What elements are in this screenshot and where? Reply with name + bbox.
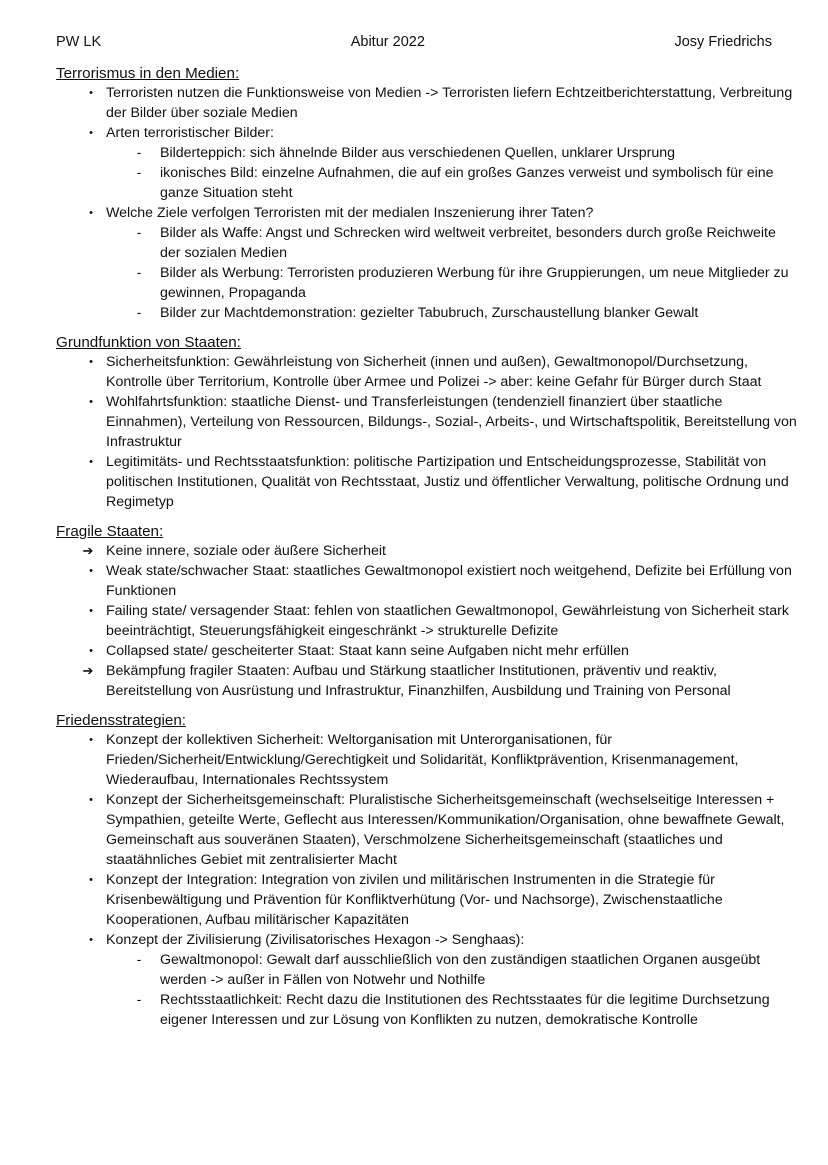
list-item-text: Konzept der Zivilisierung (Zivilisatorisches Hexagon -> Senghaas): — [106, 932, 525, 948]
section-title: Grundfunktion von Staaten: — [56, 334, 241, 351]
bullet-list — [56, 541, 798, 701]
sub-list-item-text: Gewaltmonopol: Gewalt darf ausschließlich von den zuständigen staatlichen Organen ausgeübt werden -> außer in Fällen von Notwehr und Nothilfe — [160, 952, 761, 988]
section-title: Fragile Staaten: — [56, 523, 164, 540]
list-item-text: Collapsed state/ gescheiterter Staat: Staat kann seine Aufgaben nicht mehr erfüllen — [106, 643, 629, 659]
section-title: Terrorismus in den Medien: — [56, 65, 240, 82]
sub-list-item-text: Bilderteppich: sich ähnelnde Bilder aus verschiedenen Quellen, unklarer Ursprung — [160, 145, 675, 161]
bullet-dot-icon: • — [89, 794, 93, 806]
list-item — [89, 870, 798, 930]
bullet-list — [56, 352, 798, 512]
bullet-dot-icon: • — [89, 734, 93, 746]
list-item — [89, 561, 798, 601]
list-item-text: Keine innere, soziale oder äußere Sicherheit — [106, 543, 386, 559]
section-title: Friedensstrategien: — [56, 712, 187, 729]
list-item — [82, 541, 798, 561]
sub-list-item-text: ikonisches Bild: einzelne Aufnahmen, die auf ein großes Ganzes verweist und symbolisch für eine ganze Situation steht — [160, 165, 774, 201]
list-item-text: Sicherheitsfunktion: Gewährleistung von Sicherheit (innen und außen), Gewaltmonopol/Durchsetzung, Kontrolle über Territorium, Kontrolle über Armee und Polizei -> aber: keine Gefahr für Bürger durch Staat — [106, 354, 762, 390]
section — [56, 64, 798, 323]
list-item — [89, 601, 798, 641]
bullet-dot-icon: • — [89, 207, 93, 219]
list-item — [89, 641, 798, 661]
dash-icon: - — [136, 145, 142, 161]
document-body — [56, 64, 798, 1040]
bullet-dot-icon: • — [89, 874, 93, 886]
bullet-dot-icon: • — [89, 565, 93, 577]
section — [56, 522, 798, 701]
list-item — [89, 452, 798, 512]
dash-icon: - — [136, 165, 142, 181]
dash-icon: - — [136, 305, 142, 321]
section — [56, 711, 798, 1030]
bullet-dot-icon: • — [89, 934, 93, 946]
sub-list-item — [136, 950, 798, 990]
dash-icon: - — [136, 265, 142, 281]
dash-icon: - — [136, 225, 142, 241]
list-item-text: Konzept der Integration: Integration von zivilen und militärischen Instrumenten in die Strategie für Krisenbewältigung und Prävention für Konfliktverhütung (Vor- und Nachsorge), Zwischenstaatliche Kooperationen, Aufbau militärischer Kapazitäten — [106, 872, 723, 928]
list-item-text: Weak state/schwacher Staat: staatliches Gewaltmonopol existiert noch weitgehend, Defizite bei Erfüllung von Funktionen — [106, 563, 792, 599]
list-item — [89, 392, 798, 452]
bullet-dot-icon: • — [89, 456, 93, 468]
section — [56, 333, 798, 512]
bullet-list — [56, 730, 798, 1030]
list-item-text: Failing state/ versagender Staat: fehlen von staatlichen Gewaltmonopol, Gewährleistung von Sicherheit stark beeinträchtigt, Steuerungsfähigkeit eingeschränkt -> strukturelle Defizite — [106, 603, 789, 639]
dash-icon: - — [136, 952, 142, 968]
list-item-text: Welche Ziele verfolgen Terroristen mit der medialen Inszenierung ihrer Taten? — [106, 205, 594, 221]
arrow-right-icon: ➔ — [82, 663, 94, 678]
list-item-text: Legitimitäts- und Rechtsstaatsfunktion: politische Partizipation und Entscheidungsprozesse, Stabilität von politischen Institutionen, Qualität von Rechtsstaat, Justiz und öffentlicher Verwaltung, politische Ordnung und Regimetyp — [106, 454, 789, 510]
list-item — [89, 730, 798, 790]
list-item-text: Wohlfahrtsfunktion: staatliche Dienst- und Transferleistungen (tendenziell finanziert über staatliche Einnahmen), Verteilung von Ressourcen, Bildungs-, Sozial-, Arbeits-, und Wirtschaftspolitik, Bereitstellung von Infrastruktur — [106, 394, 797, 450]
header-exam: Abitur 2022 — [350, 34, 425, 50]
sub-list-item — [136, 163, 798, 203]
sub-list-item — [136, 303, 798, 323]
sub-list-item-text: Bilder zur Machtdemonstration: gezielter Tabubruch, Zurschaustellung blanker Gewalt — [160, 305, 699, 321]
arrow-right-icon: ➔ — [82, 543, 94, 558]
header-course: PW LK — [56, 34, 102, 50]
sub-list-item — [136, 263, 798, 303]
sub-list-item-text: Rechtsstaatlichkeit: Recht dazu die Institutionen des Rechtsstaates für die legitime Durchsetzung eigener Interessen und zur Lösung von Konflikten zu nutzen, demokratische Kontrolle — [160, 992, 770, 1028]
list-item-text: Arten terroristischer Bilder: — [106, 125, 274, 141]
bullet-list — [56, 83, 798, 323]
list-item — [89, 930, 798, 1030]
bullet-dot-icon: • — [89, 127, 93, 139]
sub-list — [106, 950, 798, 1030]
sub-list-item-text: Bilder als Werbung: Terroristen produzieren Werbung für ihre Gruppierungen, um neue Mitglieder zu gewinnen, Propaganda — [160, 265, 789, 301]
list-item-text: Konzept der kollektiven Sicherheit: Weltorganisation mit Unterorganisationen, für Frieden/Sicherheit/Entwicklung/Gerechtigkeit und Solidarität, Konfliktprävention, Krisenmanagement, Wiederaufbau, Internationales Rechtssystem — [106, 732, 739, 788]
list-item — [89, 352, 798, 392]
sub-list-item — [136, 990, 798, 1030]
sub-list-item — [136, 143, 798, 163]
list-item — [89, 123, 798, 203]
page-header — [56, 32, 772, 54]
bullet-dot-icon: • — [89, 605, 93, 617]
sub-list-item-text: Bilder als Waffe: Angst und Schrecken wird weltweit verbreitet, besonders durch große Reichweite der sozialen Medien — [160, 225, 776, 261]
dash-icon: - — [136, 992, 142, 1008]
bullet-dot-icon: • — [89, 87, 93, 99]
list-item — [89, 83, 798, 123]
list-item — [89, 203, 798, 323]
list-item — [89, 790, 798, 870]
list-item-text: Konzept der Sicherheitsgemeinschaft: Pluralistische Sicherheitsgemeinschaft (wechselseitige Interessen + Sympathien, geteilte Werte, Geflecht aus Interessen/Kommunikation/Organisation, ohne bewaffnete Gewalt, Gemeinschaft aus souveränen Staaten), Verschmolzene Sicherheitsgemeinschaft (staatliches und staatähnliches Gebiet mit zentralisierter Macht — [106, 792, 785, 868]
header-author: Josy Friedrichs — [674, 34, 772, 50]
bullet-dot-icon: • — [89, 356, 93, 368]
sub-list-item — [136, 223, 798, 263]
sub-list — [106, 223, 798, 323]
bullet-dot-icon: • — [89, 645, 93, 657]
list-item-text: Bekämpfung fragiler Staaten: Aufbau und Stärkung staatlicher Institutionen, präventiv und reaktiv, Bereitstellung von Ausrüstung und Infrastruktur, Finanzhilfen, Ausbildung und Training von Personal — [106, 663, 731, 699]
bullet-dot-icon: • — [89, 396, 93, 408]
list-item — [82, 661, 798, 701]
sub-list — [106, 143, 798, 203]
list-item-text: Terroristen nutzen die Funktionsweise von Medien -> Terroristen liefern Echtzeitberichterstattung, Verbreitung der Bilder über soziale Medien — [106, 85, 793, 121]
